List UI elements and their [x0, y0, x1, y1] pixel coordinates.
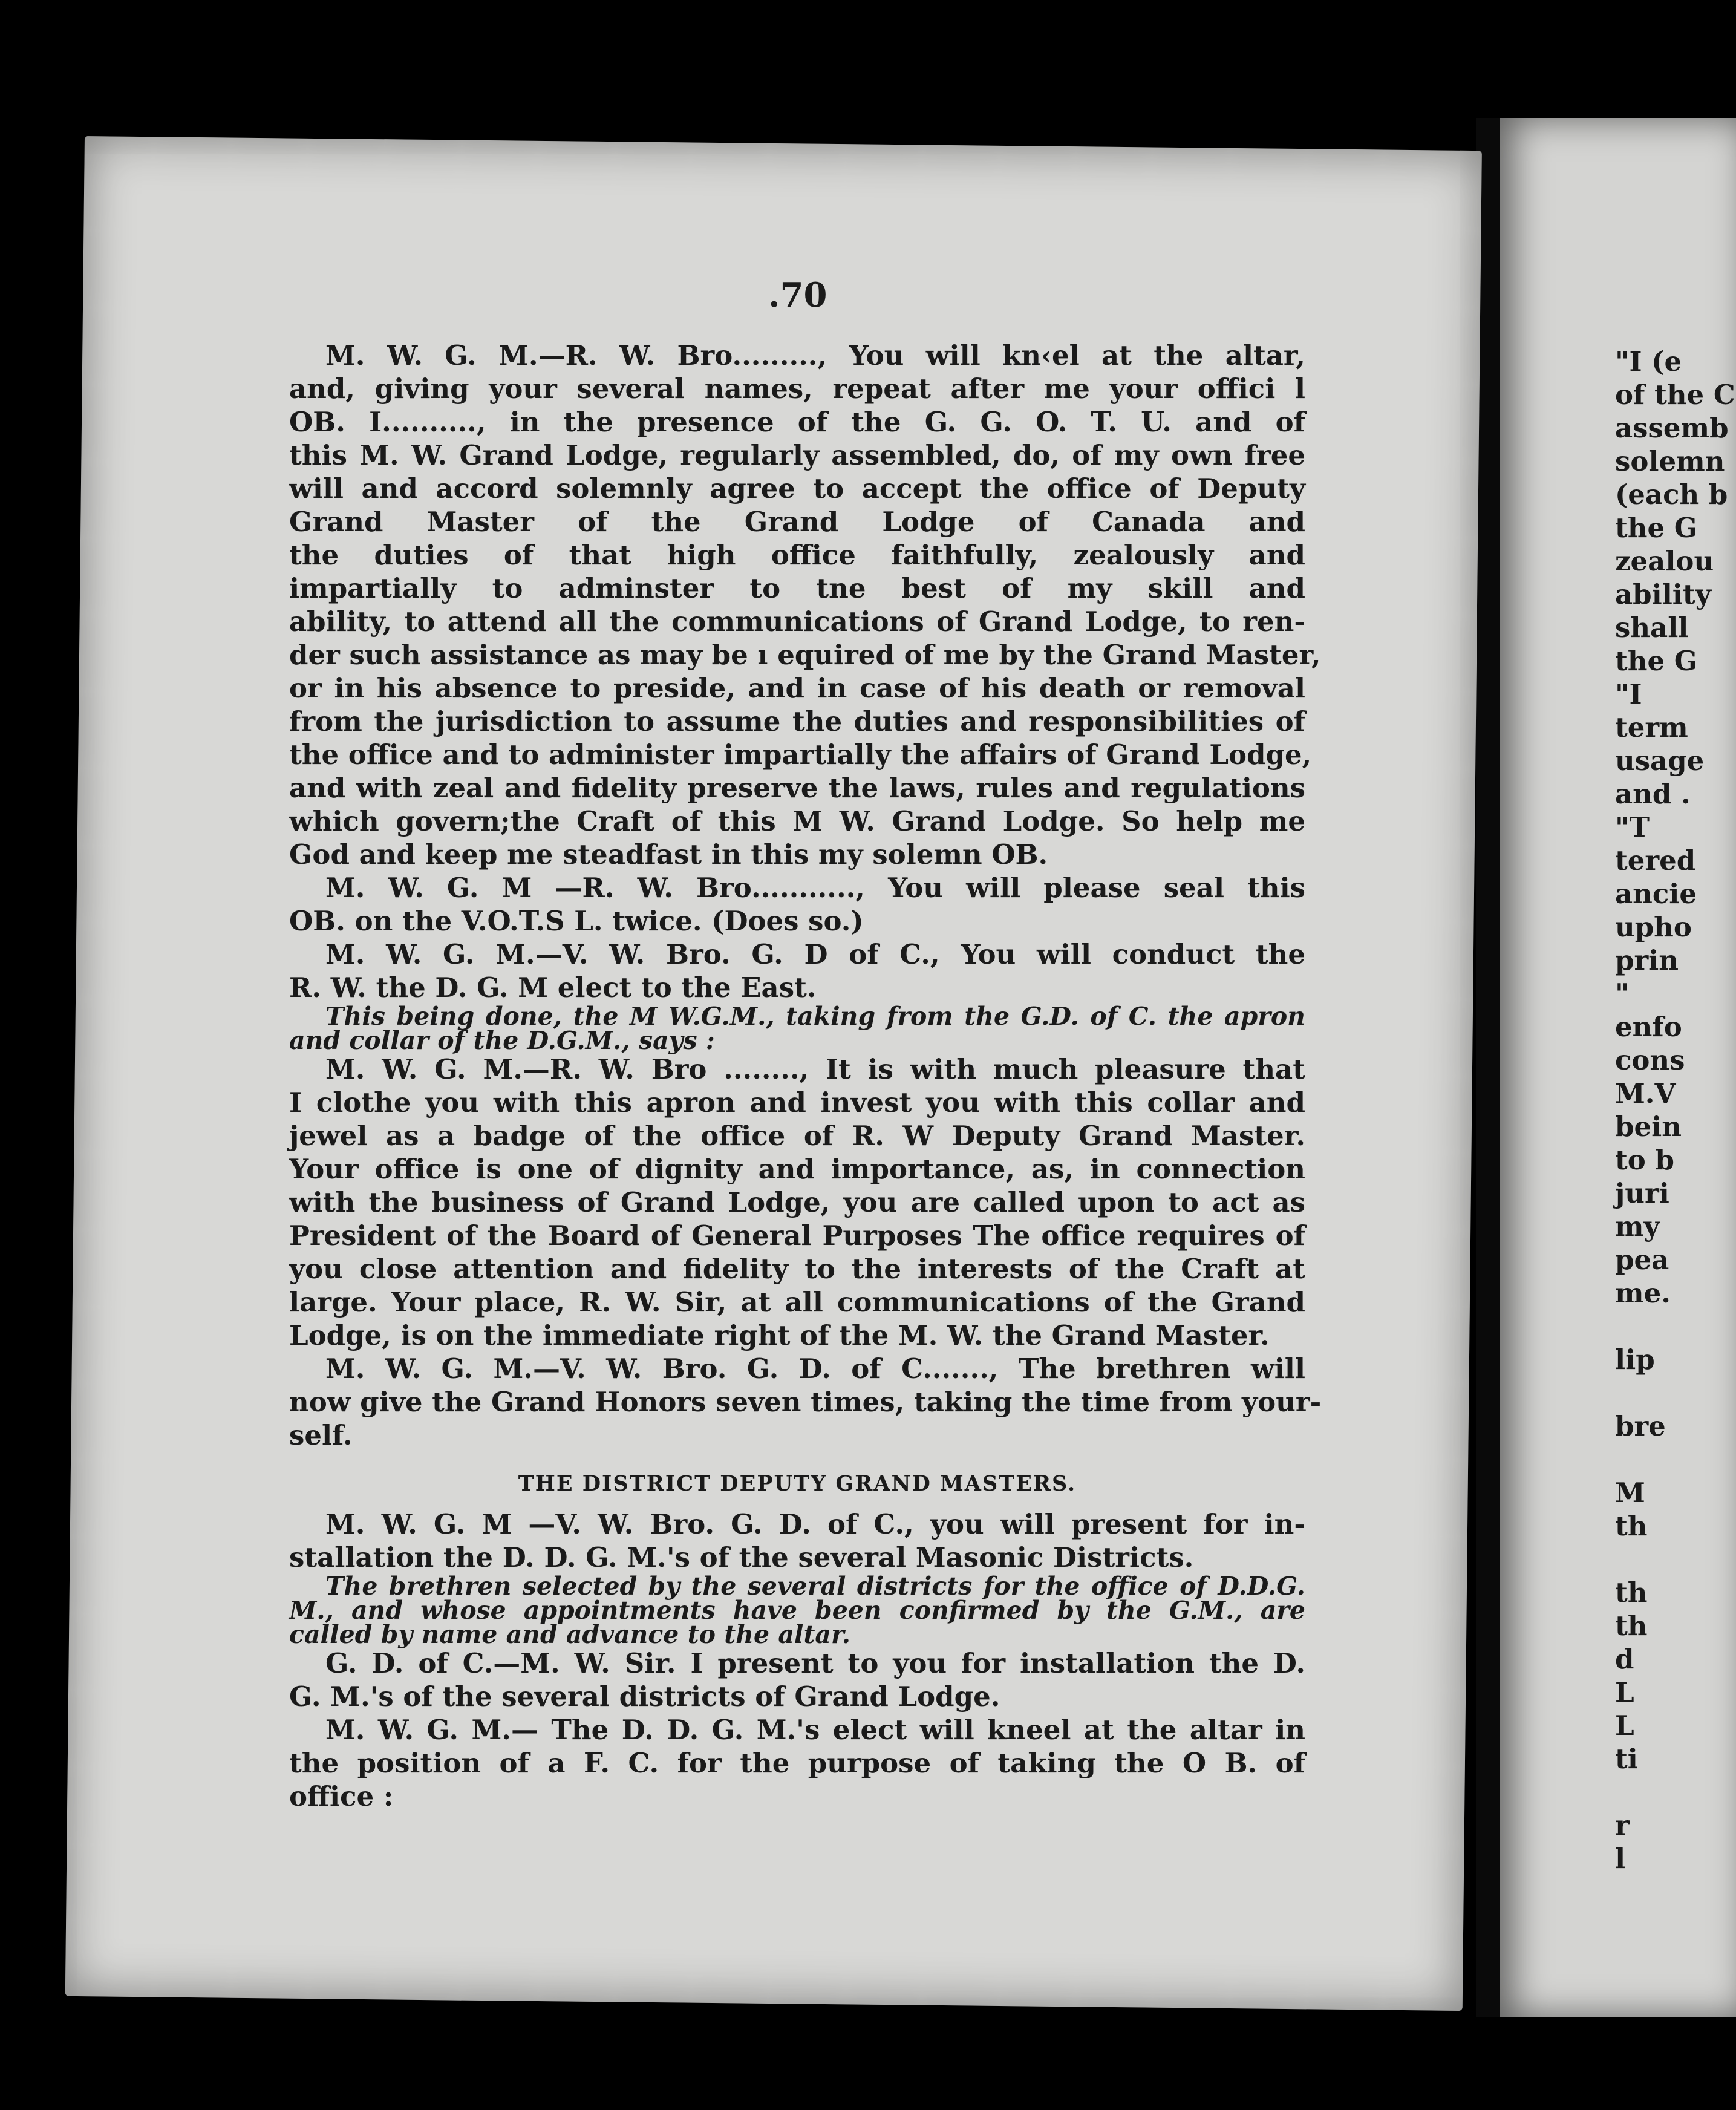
section-heading: THE DISTRICT DEPUTY GRAND MASTERS.	[518, 1471, 1077, 1496]
right-fragment-line: my	[1615, 1210, 1660, 1243]
right-fragment-line: ancie	[1615, 878, 1697, 910]
page-body-text	[289, 339, 1322, 1813]
text-line: The brethren selected by the several districts for the office of D.D.G.	[325, 1572, 1305, 1601]
text-line: office :	[289, 1780, 394, 1812]
text-line: and collar of the D.G.M., says :	[289, 1026, 715, 1055]
text-line: M. W. G. M —V. W. Bro. G. D. of C., you will present for in-	[325, 1508, 1305, 1540]
right-fragment-line	[1615, 1543, 1720, 1576]
text-line: der such assistance as may be ı equired of me by the Grand Master,	[289, 639, 1321, 671]
page-number: .70	[768, 275, 827, 315]
right-fragment-line: ability	[1615, 578, 1711, 610]
text-line: and with zeal and fidelity preserve the laws, rules and regulations	[289, 772, 1305, 804]
text-line: OB. I.........., in the presence of the G. G. O. T. U. and of	[289, 406, 1305, 438]
right-fragment-line: tered	[1615, 844, 1696, 877]
right-fragment-line: bre	[1615, 1410, 1666, 1442]
right-fragment-line: ti	[1615, 1743, 1638, 1775]
right-fragment-line: term	[1615, 711, 1688, 743]
right-fragment-line: bein	[1615, 1111, 1682, 1143]
right-fragment-line: juri	[1615, 1177, 1669, 1209]
right-fragment-line: l	[1615, 1843, 1626, 1875]
right-fragment-line: to b	[1615, 1144, 1674, 1176]
text-line: R. W. the D. G. M elect to the East.	[289, 972, 817, 1004]
right-fragment-line: L	[1615, 1710, 1634, 1742]
right-fragment-line	[1615, 1443, 1720, 1476]
text-line: called by name and advance to the altar.	[289, 1620, 851, 1649]
right-fragment-line: "I	[1615, 678, 1642, 710]
right-fragment-line: of the C	[1615, 379, 1735, 411]
text-line: the office and to administer impartially the affairs of Grand Lodge,	[289, 739, 1312, 771]
text-line: M. W. G. M.—V. W. Bro. G. D. of C......., The brethren will	[325, 1353, 1305, 1385]
text-line: from the jurisdiction to assume the duties and responsibilities of	[289, 705, 1305, 737]
book-gutter	[1476, 118, 1500, 2017]
text-line: M. W. G. M.—R. W. Bro........., You will kn‹el at the altar,	[325, 339, 1305, 371]
text-line: will and accord solemnly agree to accept the office of Deputy	[289, 472, 1305, 505]
text-line: this M. W. Grand Lodge, regularly assembled, do, of my own free	[289, 439, 1305, 471]
right-fragment-line	[1615, 1775, 1720, 1809]
text-line: God and keep me steadfast in this my solemn OB.	[289, 838, 1048, 870]
text-line: now give the Grand Honors seven times, taking the time from your-	[289, 1386, 1322, 1418]
right-fragment-line: "T	[1615, 811, 1650, 843]
right-fragment-line	[1615, 1376, 1720, 1409]
text-line: you close attention and fidelity to the interests of the Craft at	[289, 1253, 1305, 1285]
text-line: stallation the D. D. G. M.'s of the several Masonic Districts.	[289, 1541, 1194, 1573]
right-page-fragment-text	[1615, 345, 1735, 1875]
text-line: impartially to adminster to tne best of my skill and	[289, 572, 1305, 604]
right-fragment-line: assemb	[1615, 412, 1729, 444]
text-line: or in his absence to preside, and in case of his death or removal	[289, 672, 1305, 704]
right-fragment-line: zealou	[1615, 545, 1714, 577]
text-line: the position of a F. C. for the purpose of taking the O B. of	[289, 1747, 1305, 1779]
text-line: Grand Master of the Grand Lodge of Canada and	[289, 506, 1305, 538]
right-fragment-line: and .	[1615, 778, 1691, 810]
right-fragment-line: shall	[1615, 612, 1689, 644]
right-fragment-line: lip	[1615, 1344, 1655, 1376]
right-fragment-line: me.	[1615, 1277, 1671, 1309]
right-fragment-line: (each b	[1615, 479, 1728, 511]
text-line: This being done, the M W.G.M., taking from the G.D. of C. the apron	[325, 1002, 1305, 1031]
text-line: which govern;the Craft of this M W. Grand Lodge. So help me	[289, 805, 1305, 837]
text-block-district	[289, 1507, 1305, 1813]
text-line: OB. on the V.O.T.S L. twice. (Does so.)	[289, 905, 864, 937]
text-line: M. W. G. M.— The D. D. G. M.'s elect will kneel at the altar in	[325, 1714, 1305, 1746]
right-fragment-line: cons	[1615, 1044, 1685, 1076]
right-fragment-line: M	[1615, 1477, 1645, 1509]
right-fragment-line: L	[1615, 1676, 1634, 1708]
text-line: ability, to attend all the communications of Grand Lodge, to ren-	[289, 606, 1305, 638]
text-line: large. Your place, R. W. Sir, at all communications of the Grand	[289, 1286, 1305, 1318]
right-fragment-line: usage	[1615, 745, 1705, 777]
text-line: with the business of Grand Lodge, you are called upon to act as	[289, 1186, 1305, 1218]
text-line: the duties of that high office faithfully, zealously and	[289, 539, 1305, 571]
right-fragment-line: solemn	[1615, 445, 1725, 477]
text-line: M. W. G. M.—R. W. Bro ........, It is with much pleasure that	[325, 1053, 1305, 1085]
text-line: G. D. of C.—M. W. Sir. I present to you for installation the D.	[325, 1647, 1305, 1679]
right-fragment-line: d	[1615, 1643, 1634, 1675]
right-fragment-line: th	[1615, 1576, 1648, 1609]
right-fragment-line: r	[1615, 1809, 1630, 1841]
right-fragment-line: the G	[1615, 645, 1698, 677]
text-line: G. M.'s of the several districts of Grand Lodge.	[289, 1680, 1000, 1713]
text-line: M., and whose appointments have been confirmed by the G.M., are	[289, 1596, 1305, 1625]
right-fragment-line: M.V	[1615, 1077, 1676, 1109]
right-fragment-line: th	[1615, 1610, 1648, 1642]
right-fragment-line: the G	[1615, 512, 1698, 544]
right-fragment-line: th	[1615, 1510, 1648, 1542]
right-fragment-line	[1615, 1310, 1720, 1343]
text-block-main	[289, 339, 1322, 1452]
right-fragment-line: pea	[1615, 1244, 1669, 1276]
text-line: M. W. G. M —R. W. Bro..........., You will please seal this	[325, 872, 1305, 904]
right-fragment-line: "	[1615, 978, 1630, 1010]
text-line: I clothe you with this apron and invest you with this collar and	[289, 1086, 1305, 1119]
text-line: M. W. G. M.—V. W. Bro. G. D of C., You will conduct the	[325, 938, 1305, 970]
text-line: Lodge, is on the immediate right of the M. W. the Grand Master.	[289, 1319, 1270, 1351]
right-fragment-line: upho	[1615, 911, 1692, 943]
right-fragment-line: enfo	[1615, 1011, 1682, 1043]
right-fragment-line: "I (e	[1615, 345, 1682, 377]
text-line: jewel as a badge of the office of R. W Deputy Grand Master.	[289, 1120, 1305, 1152]
right-fragment-line: prin	[1615, 944, 1679, 976]
text-line: President of the Board of General Purposes The office requires of	[289, 1220, 1305, 1252]
text-line: self.	[289, 1419, 353, 1451]
text-line: Your office is one of dignity and importance, as, in connection	[289, 1153, 1305, 1185]
text-line: and, giving your several names, repeat after me your offici l	[289, 373, 1305, 405]
